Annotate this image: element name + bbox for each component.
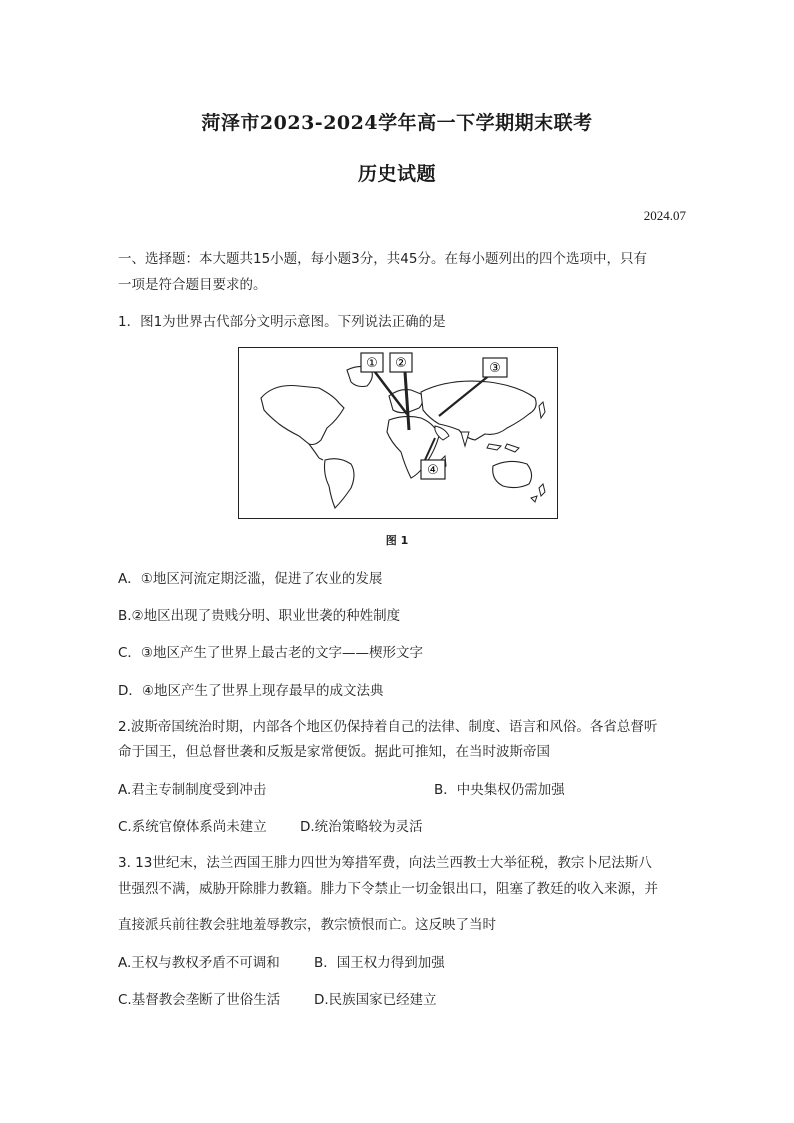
map-label-2: ② — [395, 356, 407, 371]
q2-stem-line2: 命于国王，但总督世袭和反叛是家常便饭。据此可推知，在当时波斯帝国 — [118, 744, 550, 760]
section-instruction-line1: 一、选择题：本大题共15小题，每小题3分，共45分。在每小题列出的四个选项中，只有 — [118, 251, 647, 267]
q3-stem-line1: 3. 13世纪末，法兰西国王腓力四世为筹措军费，向法兰西教士大举征税，教宗卜尼法斯八 — [118, 855, 652, 871]
exam-subtitle: 历史试题 — [357, 163, 436, 185]
map-label-1: ① — [366, 356, 378, 371]
q1-option-a: A．①地区河流定期泛滥，促进了农业的发展 — [118, 571, 383, 587]
world-map-figure — [238, 347, 558, 519]
q1-option-d: D．④地区产生了世界上现存最早的成文法典 — [118, 683, 384, 699]
q3-stem-line2: 世强烈不满，威胁开除腓力教籍。腓力下令禁止一切金银出口，阻塞了教廷的收入来源，并 — [118, 881, 658, 897]
q2-options-row1 — [118, 778, 565, 798]
exam-title: 菏泽市2023-2024学年高一下学期期末联考 — [201, 112, 593, 134]
exam-date: 2024.07 — [643, 208, 686, 223]
q3-option-c: C.基督教会垄断了世俗生活 — [118, 992, 281, 1008]
map-label-3: ③ — [489, 361, 501, 376]
q3-options-row1 — [118, 951, 445, 971]
q3-option-a: A.王权与教权矛盾不可调和 — [118, 955, 280, 971]
q2-stem-line1: 2.波斯帝国统治时期，内部各个地区仍保持着自己的法律、制度、语言和风俗。各省总督听 — [118, 719, 658, 735]
q2-option-d: D.统治策略较为灵活 — [300, 819, 423, 835]
figure-caption: 图 1 — [385, 534, 409, 547]
map-label-4: ④ — [427, 463, 439, 478]
world-map-svg — [239, 348, 556, 517]
q2-option-b: B．中央集权仍需加强 — [434, 782, 565, 798]
q1-option-c: C．③地区产生了世界上最古老的文字——楔形文字 — [118, 645, 424, 661]
q3-option-b: B．国王权力得到加强 — [314, 955, 445, 971]
q1-option-b: B.②地区出现了贵贱分明、职业世袭的种姓制度 — [118, 608, 401, 624]
q1-stem: 1．图1为世界古代部分文明示意图。下列说法正确的是 — [118, 314, 446, 330]
q2-option-c: C.系统官僚体系尚未建立 — [118, 819, 267, 835]
q3-stem-line3: 直接派兵前往教会驻地羞辱教宗，教宗愤恨而亡。这反映了当时 — [118, 917, 496, 933]
q2-options-row2 — [118, 815, 423, 835]
q3-option-d: D.民族国家已经建立 — [314, 992, 437, 1008]
q2-option-a: A.君主专制制度受到冲击 — [118, 782, 267, 798]
section-instruction-line2: 一项是符合题目要求的。 — [118, 277, 267, 293]
q3-options-row2 — [118, 988, 437, 1008]
